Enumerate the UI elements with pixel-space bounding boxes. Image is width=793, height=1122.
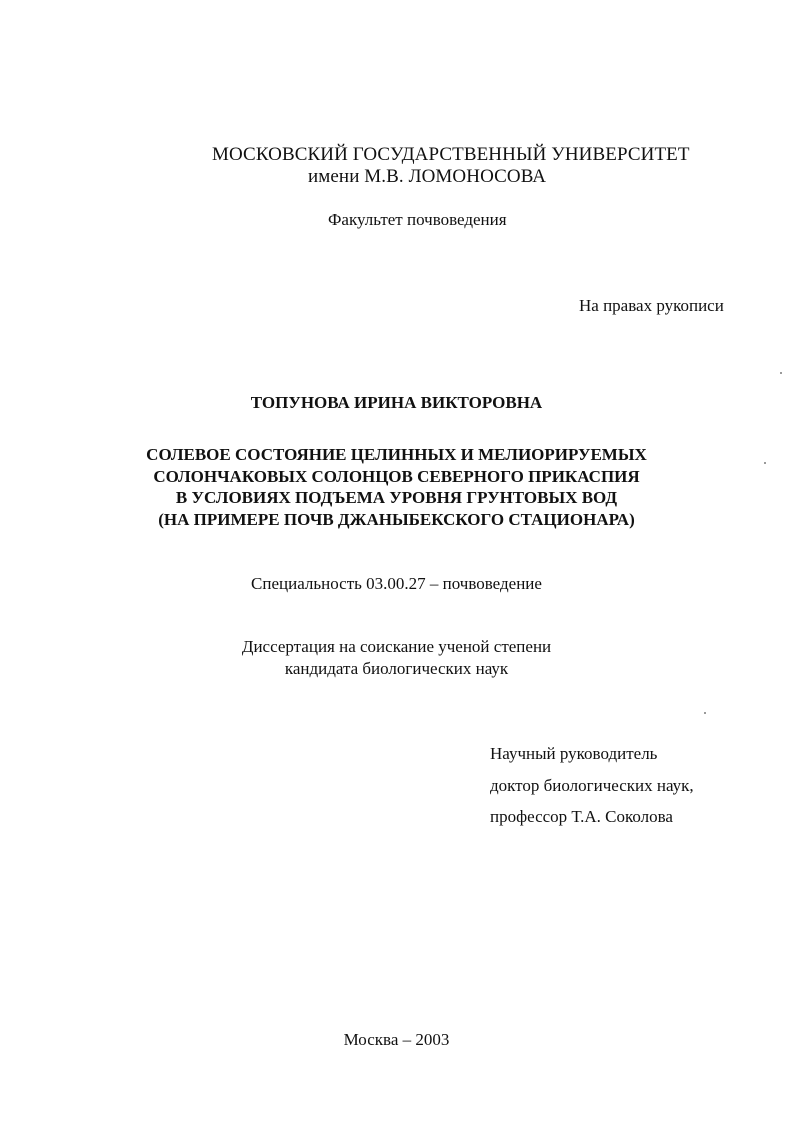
title-line: СОЛОНЧАКОВЫХ СОЛОНЦОВ СЕВЕРНОГО ПРИКАСПИЯ: [153, 467, 640, 486]
dissertation-line: кандидата биологических наук: [284, 659, 509, 678]
manuscript-note: На правах рукописи: [579, 296, 724, 315]
title-line: СОЛЕВОЕ СОСТОЯНИЕ ЦЕЛИННЫХ И МЕЛИОРИРУЕМЫХ: [146, 445, 647, 464]
scan-speck: [704, 712, 706, 714]
named-after: имени М.В. ЛОМОНОСОВА: [308, 166, 547, 187]
scan-speck: [764, 462, 766, 464]
city-year: Москва – 2003: [343, 1030, 450, 1049]
title-line: В УСЛОВИЯХ ПОДЪЕМА УРОВНЯ ГРУНТОВЫХ ВОД: [175, 488, 618, 507]
dissertation-line: Диссертация на соискание ученой степени: [241, 637, 552, 656]
author-name: ТОПУНОВА ИРИНА ВИКТОРОВНА: [250, 393, 543, 412]
supervisor-line: профессор Т.А. Соколова: [490, 807, 673, 826]
supervisor-line: Научный руководитель: [490, 744, 658, 763]
scan-speck: [780, 372, 782, 374]
title-line: (НА ПРИМЕРЕ ПОЧВ ДЖАНЫБЕКСКОГО СТАЦИОНАРА): [158, 510, 635, 529]
university-name: МОСКОВСКИЙ ГОСУДАРСТВЕННЫЙ УНИВЕРСИТЕТ: [212, 144, 690, 165]
faculty-name: Факультет почвоведения: [328, 210, 507, 229]
specialty: Специальность 03.00.27 – почвоведение: [251, 574, 542, 593]
supervisor-line: доктор биологических наук,: [490, 776, 694, 795]
